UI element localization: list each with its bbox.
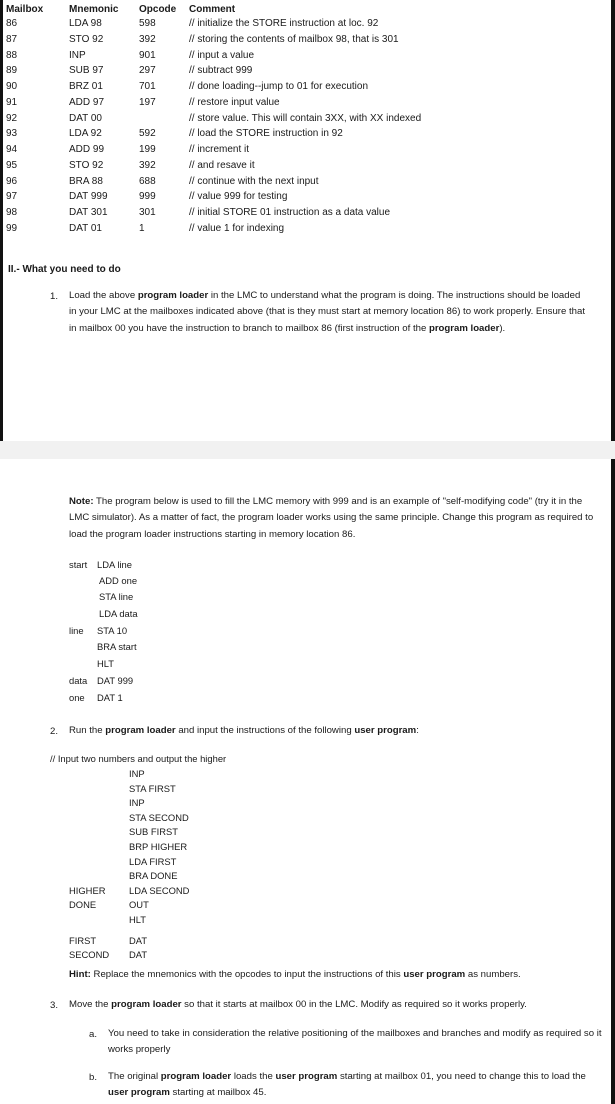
item1-bold-a: program loader (137, 290, 209, 301)
sample-line-instruction: ADD one (99, 575, 138, 586)
mailbox-cell: 96 (6, 175, 18, 187)
mnemonic-cell: BRZ 01 (69, 81, 103, 92)
note-text: The program below is used to fill the LMC memory with 999 and is an example of "self-modifying code" (try it in the LMC simulator). As a matter of fact, the program loader works using the same principle. Change this program as required to load the program loader instructions starting in memory location 86. (69, 496, 594, 540)
opcode-cell: 598 (139, 18, 156, 29)
comment-cell: // increment it (189, 144, 250, 155)
item3-number: 3. (50, 1000, 59, 1011)
section-heading: II.- What you need to do (8, 264, 121, 275)
hint-bold-a: user program (403, 969, 466, 980)
mnemonic-cell: DAT 00 (69, 112, 102, 124)
comment-cell: // continue with the next input (189, 175, 319, 187)
item3b-bold-c: user program (108, 1087, 170, 1099)
item3-text-b: so that it starts at mailbox 00 in the LMC. Modify as required so it works properly. (181, 999, 527, 1010)
user-line-instruction: SUB FIRST (129, 826, 178, 838)
item3-text (69, 997, 604, 1013)
mailbox-cell: 89 (6, 65, 18, 77)
opcode-cell: 901 (139, 49, 156, 61)
header-comment: Comment (189, 4, 236, 15)
item2-text-a: Run the (69, 725, 106, 736)
comment-cell: // store value. This will contain 3XX, with XX indexed (189, 112, 422, 124)
sample-line-instruction: LDA data (99, 608, 138, 619)
mnemonic-cell: DAT 01 (69, 222, 102, 234)
opcode-cell: 701 (139, 81, 156, 92)
opcode-cell: 392 (139, 159, 156, 171)
hint-text-b: as numbers. (465, 969, 521, 980)
item2-text (69, 723, 589, 739)
hint-text-a: Replace the mnemonics with the opcodes to input the instructions of this (90, 969, 404, 980)
opcode-cell: 392 (139, 33, 156, 45)
user-line-instruction: DAT (129, 934, 148, 946)
sample-line-instruction: STA 10 (97, 625, 128, 636)
note-label: Note: (69, 496, 94, 507)
user-line-instruction: HLT (129, 914, 147, 925)
mailbox-cell: 97 (6, 191, 18, 203)
mailbox-cell: 98 (6, 207, 18, 218)
comment-cell: // initial STORE 01 instruction as a data value (189, 207, 391, 218)
mailbox-cell: 92 (6, 112, 18, 124)
item3-text-a: Move the (69, 999, 112, 1010)
mnemonic-cell: ADD 99 (69, 144, 105, 155)
header-opcode: Opcode (139, 4, 177, 15)
item2-number: 2. (50, 726, 59, 737)
item3b-number: b. (89, 1072, 98, 1083)
page-gap (0, 441, 615, 459)
item2-text-c: : (416, 725, 419, 736)
comment-cell: // value 1 for indexing (189, 222, 285, 234)
item1-text-b: in the LMC to understand what the program is doing. The instructions should be loaded in your LMC at the mailboxes indicated above (that is they must start at memory location 86) to work properly. Ensure that in mailbox 00 you have the instruction to branch to mailbox 86 (first instruction of the (69, 290, 585, 334)
page-edge-right-2 (611, 459, 615, 1104)
sample-line-label: one (69, 692, 85, 703)
sample-line-label: line (69, 625, 84, 636)
page-edge-left (0, 0, 3, 441)
mnemonic-cell: LDA 98 (69, 18, 102, 29)
mnemonic-cell: SUB 97 (69, 65, 104, 77)
mnemonic-cell: DAT 999 (69, 191, 108, 203)
item1-text-a: Load the above (69, 290, 138, 301)
sample-line-instruction: STA line (99, 591, 134, 602)
sample-line-instruction: LDA line (97, 559, 132, 570)
mailbox-cell: 88 (6, 49, 18, 61)
item2-bold-a: program loader (105, 725, 176, 736)
user-line-instruction: LDA FIRST (129, 855, 177, 867)
item3-bold-a: program loader (111, 999, 182, 1010)
sample-line-label: start (69, 559, 88, 570)
user-line-instruction: INP (129, 797, 145, 809)
opcode-cell: 999 (139, 191, 156, 203)
mnemonic-cell: ADD 97 (69, 96, 105, 108)
opcode-cell: 592 (139, 128, 156, 140)
hint-paragraph (69, 967, 599, 983)
user-line-label: FIRST (69, 934, 97, 946)
user-line-instruction: STA SECOND (129, 811, 189, 823)
sample-line-label: data (69, 675, 88, 686)
opcode-cell: 197 (139, 96, 156, 108)
header-mnemonic: Mnemonic (69, 4, 119, 15)
sample-line-instruction: BRA start (97, 641, 137, 652)
item3b-text-c: starting at mailbox 01, you need to change this to load the (337, 1071, 586, 1082)
note-paragraph (69, 494, 594, 543)
user-line-instruction: BRP HIGHER (129, 841, 188, 852)
item3b-text-a: The original (108, 1071, 161, 1082)
mailbox-cell: 91 (6, 96, 18, 108)
mailbox-cell: 90 (6, 81, 18, 92)
mailbox-cell: 95 (6, 159, 18, 171)
opcode-cell: 301 (139, 207, 156, 218)
opcode-cell: 297 (139, 65, 156, 77)
item3a-number: a. (89, 1029, 98, 1040)
user-line-instruction: INP (129, 768, 145, 779)
comment-cell: // done loading--jump to 01 for execution (189, 81, 368, 92)
user-line-label: HIGHER (69, 884, 106, 896)
mailbox-cell: 94 (6, 144, 18, 155)
sample-line-instruction: DAT 1 (97, 692, 123, 703)
user-line-label: DONE (69, 899, 97, 911)
item2-bold-b: user program (354, 725, 417, 736)
comment-cell: // input a value (189, 49, 255, 61)
header-mailbox: Mailbox (6, 4, 44, 15)
user-line-instruction: LDA SECOND (129, 884, 190, 896)
item1-text (69, 288, 589, 337)
opcode-cell: 199 (139, 144, 156, 155)
mailbox-cell: 93 (6, 128, 18, 140)
mnemonic-cell: INP (69, 49, 86, 61)
item3a-text: You need to take in consideration the relative positioning of the mailboxes and branches and modify as required so it works properly (108, 1028, 602, 1056)
comment-cell: // value 999 for testing (189, 191, 288, 203)
user-line-instruction: DAT (129, 949, 148, 961)
hint-label: Hint: (69, 969, 91, 980)
user-program-comment: // Input two numbers and output the higher (50, 753, 227, 764)
mailbox-cell: 87 (6, 33, 18, 45)
comment-cell: // storing the contents of mailbox 98, that is 301 (189, 33, 399, 45)
mnemonic-cell: STO 92 (69, 159, 104, 171)
mailbox-cell: 99 (6, 222, 18, 234)
page-edge-right (611, 0, 615, 441)
item3b-text (108, 1069, 603, 1102)
opcode-cell: 688 (139, 175, 156, 187)
opcode-cell: 1 (139, 222, 145, 234)
item2-text-b: and input the instructions of the following (175, 725, 355, 736)
item3b-text-b: loads the (231, 1071, 276, 1082)
mnemonic-cell: STO 92 (69, 33, 104, 45)
comment-cell: // subtract 999 (189, 65, 253, 77)
user-line-instruction: OUT (129, 899, 149, 911)
user-line-label: SECOND (69, 949, 110, 961)
item3b-bold-b: user program (275, 1071, 338, 1082)
sample-line-instruction: DAT 999 (97, 675, 134, 686)
comment-cell: // initialize the STORE instruction at loc. 92 (189, 18, 379, 29)
item1-text-c: ). (499, 322, 506, 334)
user-line-instruction: STA FIRST (129, 782, 176, 794)
item3b-bold-a: program loader (160, 1071, 232, 1082)
comment-cell: // load the STORE instruction in 92 (189, 128, 343, 140)
mnemonic-cell: DAT 301 (69, 207, 108, 218)
item3b-text-d: starting at mailbox 45. (169, 1087, 267, 1099)
item1-bold-b: program loader (428, 322, 500, 334)
mailbox-cell: 86 (6, 18, 18, 29)
user-line-instruction: BRA DONE (129, 870, 178, 882)
mnemonic-cell: BRA 88 (69, 175, 103, 187)
sample-line-instruction: HLT (97, 658, 115, 669)
item1-number: 1. (50, 291, 59, 302)
comment-cell: // and resave it (189, 159, 255, 171)
comment-cell: // restore input value (189, 96, 280, 108)
mnemonic-cell: LDA 92 (69, 128, 102, 140)
